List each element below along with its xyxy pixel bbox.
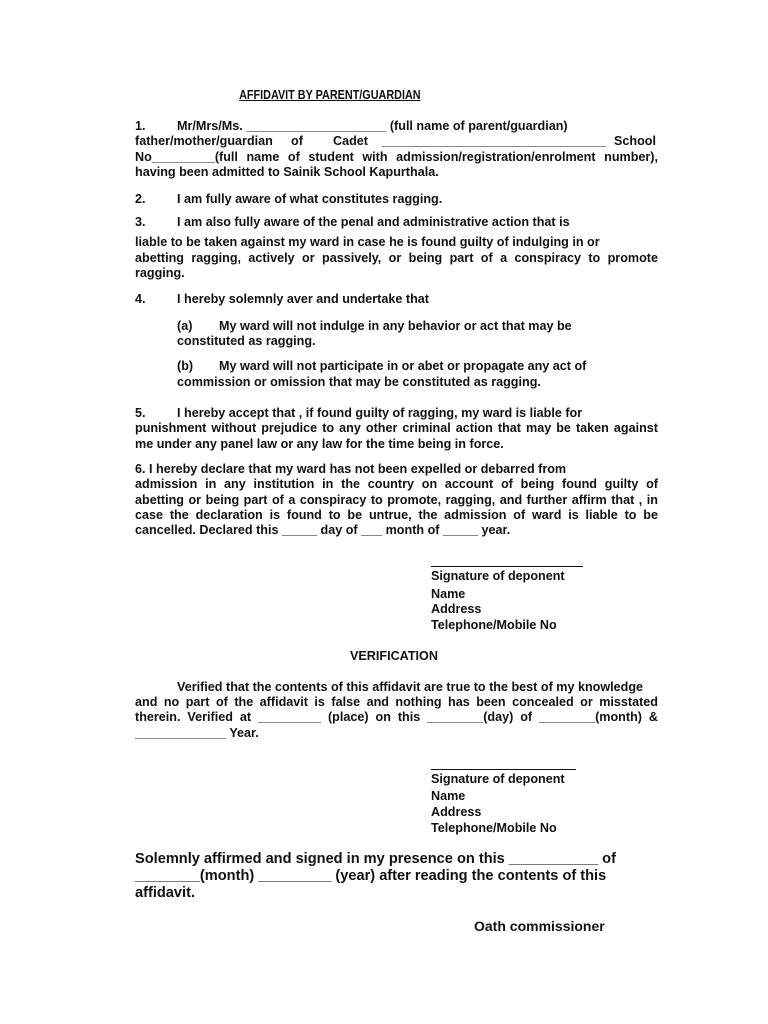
deponent-name-label: Name xyxy=(431,587,466,601)
verification-line3: therein. Verified at _________ (place) on this ________(day) of ________(month) & xyxy=(135,710,658,724)
para3-number: 3. xyxy=(135,215,146,229)
deponent-address-label: Address xyxy=(431,805,482,819)
para2-text: I am fully aware of what constitutes ragging. xyxy=(177,192,443,206)
para3-line4: ragging. xyxy=(135,266,185,280)
document-title: AFFIDAVIT BY PARENT/GUARDIAN xyxy=(239,88,421,102)
para1-line2-e: School xyxy=(614,134,656,148)
para1-line2-d: ________________________________ xyxy=(382,134,607,148)
verification-line1: Verified that the contents of this affidavit are true to the best of my knowledge xyxy=(177,680,644,694)
affirmation-line1: Solemnly affirmed and signed in my presence on this ___________ of xyxy=(135,851,616,867)
para4-a-label: (a) xyxy=(177,319,193,333)
verification-heading: VERIFICATION xyxy=(350,649,438,663)
para3-line2: liable to be taken against my ward in case he is found guilty of indulging in or xyxy=(135,235,600,249)
verification-line2: and no part of the affidavit is false and nothing has been concealed or misstated xyxy=(135,695,658,709)
para1-line4: having been admitted to Sainik School Kapurthala. xyxy=(135,165,439,179)
para1-line3: No_________(full name of student with admission/registration/enrolment number), xyxy=(135,150,658,164)
para1-line2-c: Cadet xyxy=(333,134,368,148)
para4-number: 4. xyxy=(135,292,146,306)
para4-b-line1: My ward will not participate in or abet or propagate any act of xyxy=(219,359,587,373)
para6-line1: 6. I hereby declare that my ward has not been expelled or debarred from xyxy=(135,462,567,476)
deponent-name-label: Name xyxy=(431,789,466,803)
para3-line3: abetting ragging, actively or passively, or being part of a conspiracy to promote xyxy=(135,251,658,265)
para5-line1: I hereby accept that , if found guilty of ragging, my ward is liable for xyxy=(177,406,583,420)
para4-b-line2: commission or omission that may be constituted as ragging. xyxy=(177,375,541,389)
para6-line5: cancelled. Declared this _____ day of ___ month of _____ year. xyxy=(135,523,511,537)
para4-a-line1: My ward will not indulge in any behavior or act that may be xyxy=(219,319,572,333)
affirmation-line2: ________(month) _________ (year) after reading the contents of this xyxy=(135,868,607,884)
para5-line3: me under any panel law or any law for the time being in force. xyxy=(135,437,504,451)
para6-line3: abetting or being part of a conspiracy to promote, ragging, and further affirm that , in xyxy=(135,493,658,507)
para6-line4: case the declaration is found to be untrue, the admission of ward is liable to be xyxy=(135,508,658,522)
affirmation-line3: affidavit. xyxy=(135,885,196,901)
para1-line1: Mr/Mrs/Ms. ____________________ (full name of parent/guardian) xyxy=(177,119,568,133)
signature-label: Signature of deponent xyxy=(431,772,565,786)
para5-line2: punishment without prejudice to any other criminal action that may be taken against xyxy=(135,421,658,435)
para4-a-line2: constituted as ragging. xyxy=(177,334,316,348)
oath-commissioner-label: Oath commissioner xyxy=(474,918,605,934)
para2-number: 2. xyxy=(135,192,146,206)
para5-number: 5. xyxy=(135,406,146,420)
para4-text: I hereby solemnly aver and undertake that xyxy=(177,292,429,306)
para1-number: 1. xyxy=(135,119,146,133)
para1-line2-b: of xyxy=(291,134,303,148)
para3-line1: I am also fully aware of the penal and administrative action that is xyxy=(177,215,570,229)
deponent-phone-label: Telephone/Mobile No xyxy=(431,821,557,835)
para1-line2-a: father/mother/guardian xyxy=(135,134,273,148)
deponent-address-label: Address xyxy=(431,602,482,616)
signature-line xyxy=(431,566,583,567)
verification-line4: _____________ Year. xyxy=(135,726,259,740)
signature-line xyxy=(431,769,576,770)
deponent-phone-label: Telephone/Mobile No xyxy=(431,618,557,632)
para6-line2: admission in any institution in the country on account of being found guilty of xyxy=(135,477,658,491)
para4-b-label: (b) xyxy=(177,359,194,373)
signature-label: Signature of deponent xyxy=(431,569,565,583)
